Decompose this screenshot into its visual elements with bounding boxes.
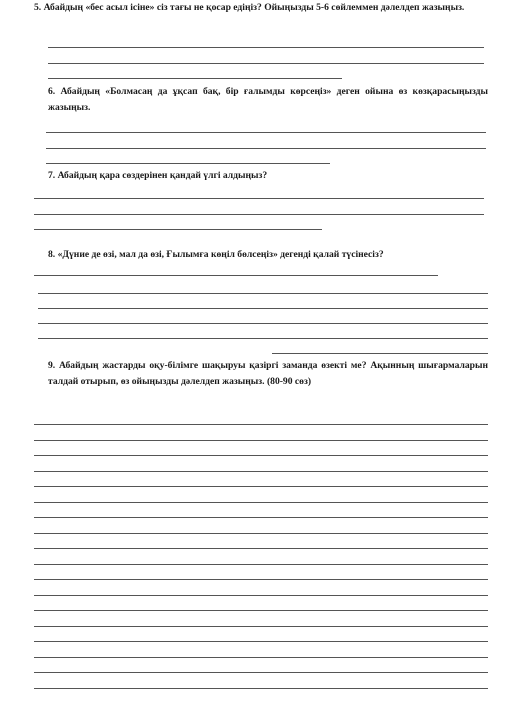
answer-line[interactable] <box>38 338 488 339</box>
answer-line[interactable] <box>34 229 322 230</box>
answer-line[interactable] <box>34 595 488 596</box>
answer-line[interactable] <box>34 564 488 565</box>
answer-line[interactable] <box>48 63 484 64</box>
answer-line[interactable] <box>46 163 330 164</box>
question-5 <box>34 0 490 16</box>
answer-line[interactable] <box>34 198 484 199</box>
question-number: 7. <box>48 170 56 181</box>
answer-line[interactable] <box>272 353 488 354</box>
question-text: Абайдың қара сөздерінен қандай үлгі алдыңыз? <box>57 170 268 181</box>
question-8 <box>48 247 488 263</box>
answer-line[interactable] <box>38 323 488 324</box>
answer-line[interactable] <box>34 672 488 673</box>
answer-line[interactable] <box>38 293 488 294</box>
question-number: 5. <box>34 2 42 13</box>
question-number: 9. <box>48 360 56 371</box>
question-text: Абайдың жастарды оқу-білімге шақыруы қазіргі заманда өзекті ме? Ақынның шығармаларын талдай отырып, өз ойыңызды дәлелдеп жазыңыз. <box>48 360 488 387</box>
answer-line[interactable] <box>34 626 488 627</box>
answer-line[interactable] <box>48 78 342 79</box>
question-6 <box>48 84 488 116</box>
question-text: Абайдың «Болмасаң да ұқсап бақ, бір ғалымды көрсеңіз» деген ойына өз көзқарасыңызды жазыңыз. <box>48 86 488 113</box>
question-number: 8. <box>48 249 56 260</box>
answer-line[interactable] <box>34 455 488 456</box>
answer-line[interactable] <box>34 424 488 425</box>
answer-line[interactable] <box>34 641 488 642</box>
question-9 <box>48 358 488 390</box>
question-number: 6. <box>48 86 56 97</box>
question-text: Абайдың «бес асыл ісіне» сіз тағы не қосар едіңіз? Ойыңызды 5-6 сөйлеммен дәлелдеп жазыңыз. <box>43 2 465 13</box>
answer-line[interactable] <box>46 148 486 149</box>
answer-line[interactable] <box>34 517 488 518</box>
answer-line[interactable] <box>34 486 488 487</box>
answer-line[interactable] <box>34 440 488 441</box>
answer-line[interactable] <box>38 308 488 309</box>
answer-line[interactable] <box>34 579 488 580</box>
answer-line[interactable] <box>34 471 488 472</box>
word-count-note: (80-90 сөз) <box>266 376 312 387</box>
answer-line[interactable] <box>34 214 484 215</box>
answer-line[interactable] <box>34 502 488 503</box>
answer-line[interactable] <box>48 47 484 48</box>
answer-line[interactable] <box>34 688 488 689</box>
answer-line[interactable] <box>34 548 488 549</box>
answer-line[interactable] <box>34 610 488 611</box>
answer-line[interactable] <box>46 132 486 133</box>
answer-line[interactable] <box>34 533 488 534</box>
question-text: «Дүние де өзі, мал да өзі, Ғылымға көңіл бөлсеңіз» дегенді қалай түсінесіз? <box>57 249 384 260</box>
answer-line[interactable] <box>34 657 488 658</box>
answer-line[interactable] <box>34 275 438 276</box>
question-7 <box>48 168 488 184</box>
